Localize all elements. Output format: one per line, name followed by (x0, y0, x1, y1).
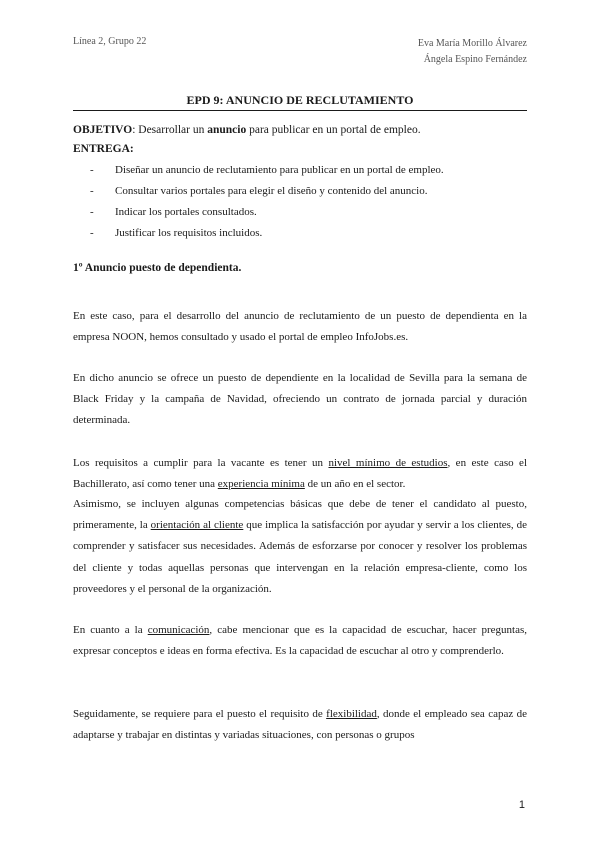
objective-label: OBJETIVO (73, 124, 133, 136)
underlined-term: nivel mínimo de estudios (328, 457, 448, 469)
paragraph-text: , en este caso el Bachillerato, así como tener una (73, 457, 527, 491)
paragraph-text: Seguidamente, se requiere para el puesto el requisito de (73, 708, 327, 720)
list-item: - Indicar los portales consultados. (90, 202, 510, 223)
page-number: 1 (518, 799, 525, 811)
objective-bold-word: anuncio (207, 124, 247, 136)
objective-line (73, 120, 527, 141)
underlined-term: experiencia mínima (217, 478, 305, 491)
paragraph-text: Los requisitos a cumplir para la vacante es tener un (73, 457, 329, 469)
underlined-term: comunicación (147, 624, 210, 636)
list-item: - Diseñar un anuncio de reclutamiento para publicar en un portal de empleo. (90, 160, 510, 181)
paragraph-text: que implica la satisfacción por ayudar y servir a los clientes, de comprender y satisfacer sus necesidades. Además de esforzarse por conocer y resolver los problemas del cliente y todas aquellas personas que intervengan en la relación empresa-cliente, como los proveedores y el personal de la organización. (73, 519, 527, 595)
underlined-term: orientación al cliente (150, 519, 244, 532)
author-name: Eva María Morillo Álvarez (417, 38, 527, 49)
list-item: - Consultar varios portales para elegir el diseño y contenido del anuncio. (90, 181, 510, 202)
header-course-group: Línea 2, Grupo 22 (73, 36, 147, 47)
list-item: - Justificar los requisitos incluidos. (90, 223, 510, 244)
objective-text: : Desarrollar un (132, 124, 208, 136)
document-title: EPD 9: ANUNCIO DE RECLUTAMIENTO (73, 93, 527, 111)
paragraph-text: , donde el empleado sea capaz de adaptarse y trabajar en distintas y variadas situaciones, con personas o grupos (73, 708, 527, 742)
paragraph-text: Asimismo, se incluyen algunas competencias básicas que debe de tener el candidato al puesto, primeramente, la (73, 498, 527, 532)
paragraph: En dicho anuncio se ofrece un puesto de dependiente en la localidad de Sevilla para la semana de Black Friday y la campaña de Navidad, ofreciendo un contrato de jornada parcial y duración determinada. (73, 372, 527, 427)
task-list (90, 160, 510, 244)
paragraph (73, 494, 527, 600)
paragraph (73, 704, 527, 746)
entrega-label: ENTREGA: (73, 143, 134, 155)
paragraph-text: de un año en el sector. (304, 478, 406, 491)
header-authors (418, 36, 527, 68)
paragraph-text: , cabe mencionar que es la capacidad de escuchar, hacer preguntas, expresar conceptos e ideas en forma efectiva. Es la capacidad de escuchar al otro y comprenderlo. (73, 624, 527, 658)
paragraph (73, 453, 527, 495)
section-heading: 1º Anuncio puesto de dependienta. (73, 262, 242, 274)
paragraph: En este caso, para el desarrollo del anuncio de reclutamiento de un puesto de dependienta en la empresa NOON, hemos consultado y usado el portal de empleo InfoJobs.es. (73, 310, 527, 344)
author-name: Ángela Espino Fernández (423, 54, 527, 65)
paragraph-text: En cuanto a la (73, 624, 148, 636)
paragraph (73, 620, 527, 662)
objective-text: para publicar en un portal de empleo. (246, 124, 421, 136)
underlined-term: flexibilidad (326, 708, 377, 720)
